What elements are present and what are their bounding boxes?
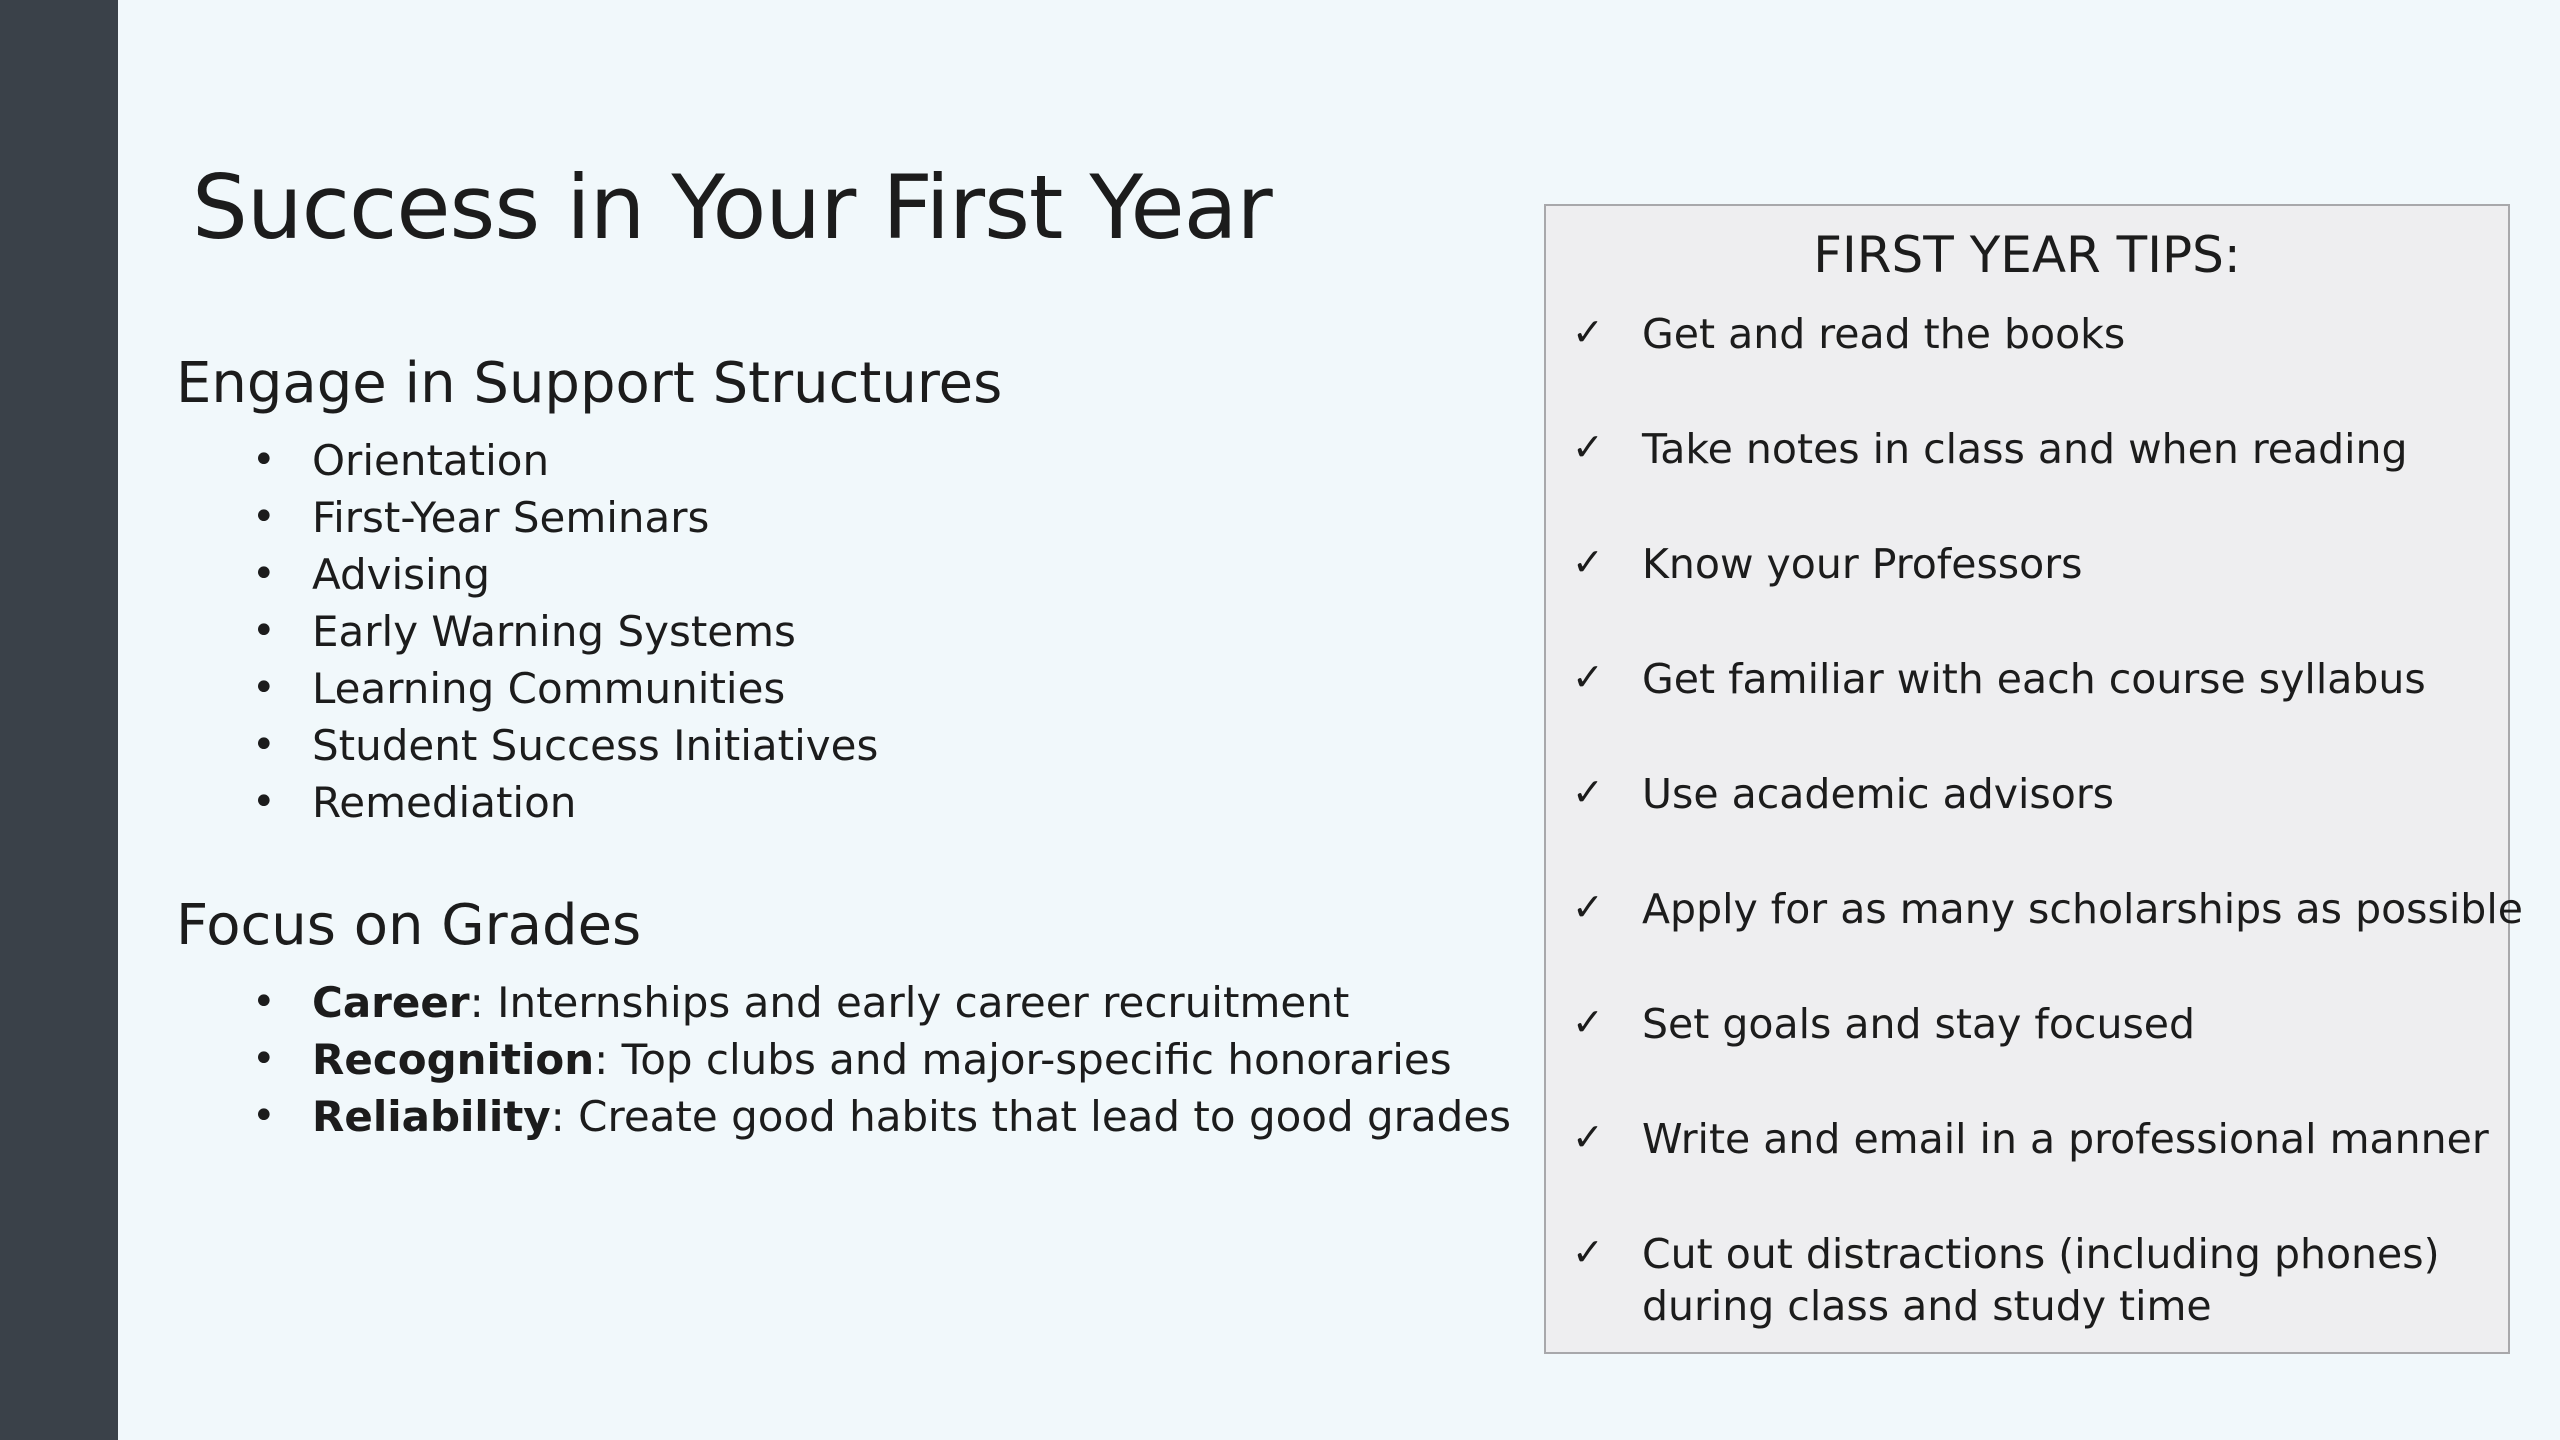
checkmark-icon: ✓ [1572,1230,1604,1274]
list-item-term: Reliability [312,1092,551,1141]
checkmark-icon: ✓ [1572,310,1604,354]
bullet-icon: • [252,722,276,768]
list-item-text: : Internships and early career recruitment [469,978,1350,1027]
grades-section [176,886,1516,1145]
slide-title: Success in Your First Year [192,156,1272,259]
tip-item: ✓ Take notes in class and when reading [1566,423,2496,538]
checkmark-icon: ✓ [1572,540,1604,584]
list-item: • Learning Communities [176,660,1516,717]
tip-item: ✓ Know your Professors [1566,538,2496,653]
tip-item: ✓ Cut out distractions (including phones) during class and study time [1566,1228,2496,1343]
side-accent-bar [0,0,118,1440]
checkmark-icon: ✓ [1572,425,1604,469]
list-item: • Early Warning Systems [176,603,1516,660]
tip-item: ✓ Set goals and stay focused [1566,998,2496,1113]
tips-list [1566,308,2523,1343]
list-item [176,974,1516,1031]
list-item-term: Recognition [312,1035,595,1084]
support-structures-section [176,344,1516,831]
checkmark-icon: ✓ [1572,1000,1604,1044]
list-item: • Remediation [176,774,1516,831]
checkmark-icon: ✓ [1572,885,1604,929]
list-item: • Student Success Initiatives [176,717,1516,774]
tip-item: ✓ Get and read the books [1566,308,2496,423]
bullet-icon: • [252,551,276,597]
tips-title: FIRST YEAR TIPS: [1813,226,2241,284]
tip-item: ✓ Use academic advisors [1566,768,2496,883]
checkmark-icon: ✓ [1572,655,1604,699]
bullet-icon: • [252,437,276,483]
section-heading: Focus on Grades [176,893,642,958]
tip-item: ✓ Get familiar with each course syllabus [1566,653,2496,768]
bullet-icon: • [252,494,276,540]
tip-item: ✓ Apply for as many scholarships as possible [1566,883,2496,998]
first-year-tips-box [1544,204,2523,1354]
bullet-icon: • [252,1036,276,1082]
bullet-icon: • [252,665,276,711]
bullet-icon: • [252,1093,276,1139]
bullet-icon: • [252,779,276,825]
support-structures-list [176,432,1516,831]
checkmark-icon: ✓ [1572,770,1604,814]
list-item: • Advising [176,546,1516,603]
list-item: • First-Year Seminars [176,489,1516,546]
section-heading: Engage in Support Structures [176,351,1003,416]
list-item-text: : Create good habits that lead to good grades [550,1092,1512,1141]
list-item-term: Career [312,978,470,1027]
bullet-icon: • [252,608,276,654]
bullet-icon: • [252,979,276,1025]
checkmark-icon: ✓ [1572,1115,1604,1159]
list-item [176,1088,1516,1145]
grades-list [176,974,1516,1145]
list-item [176,1031,1516,1088]
list-item-text: : Top clubs and major-specific honoraries [594,1035,1452,1084]
list-item: • Orientation [176,432,1516,489]
tip-item: ✓ Write and email in a professional manner [1566,1113,2496,1228]
